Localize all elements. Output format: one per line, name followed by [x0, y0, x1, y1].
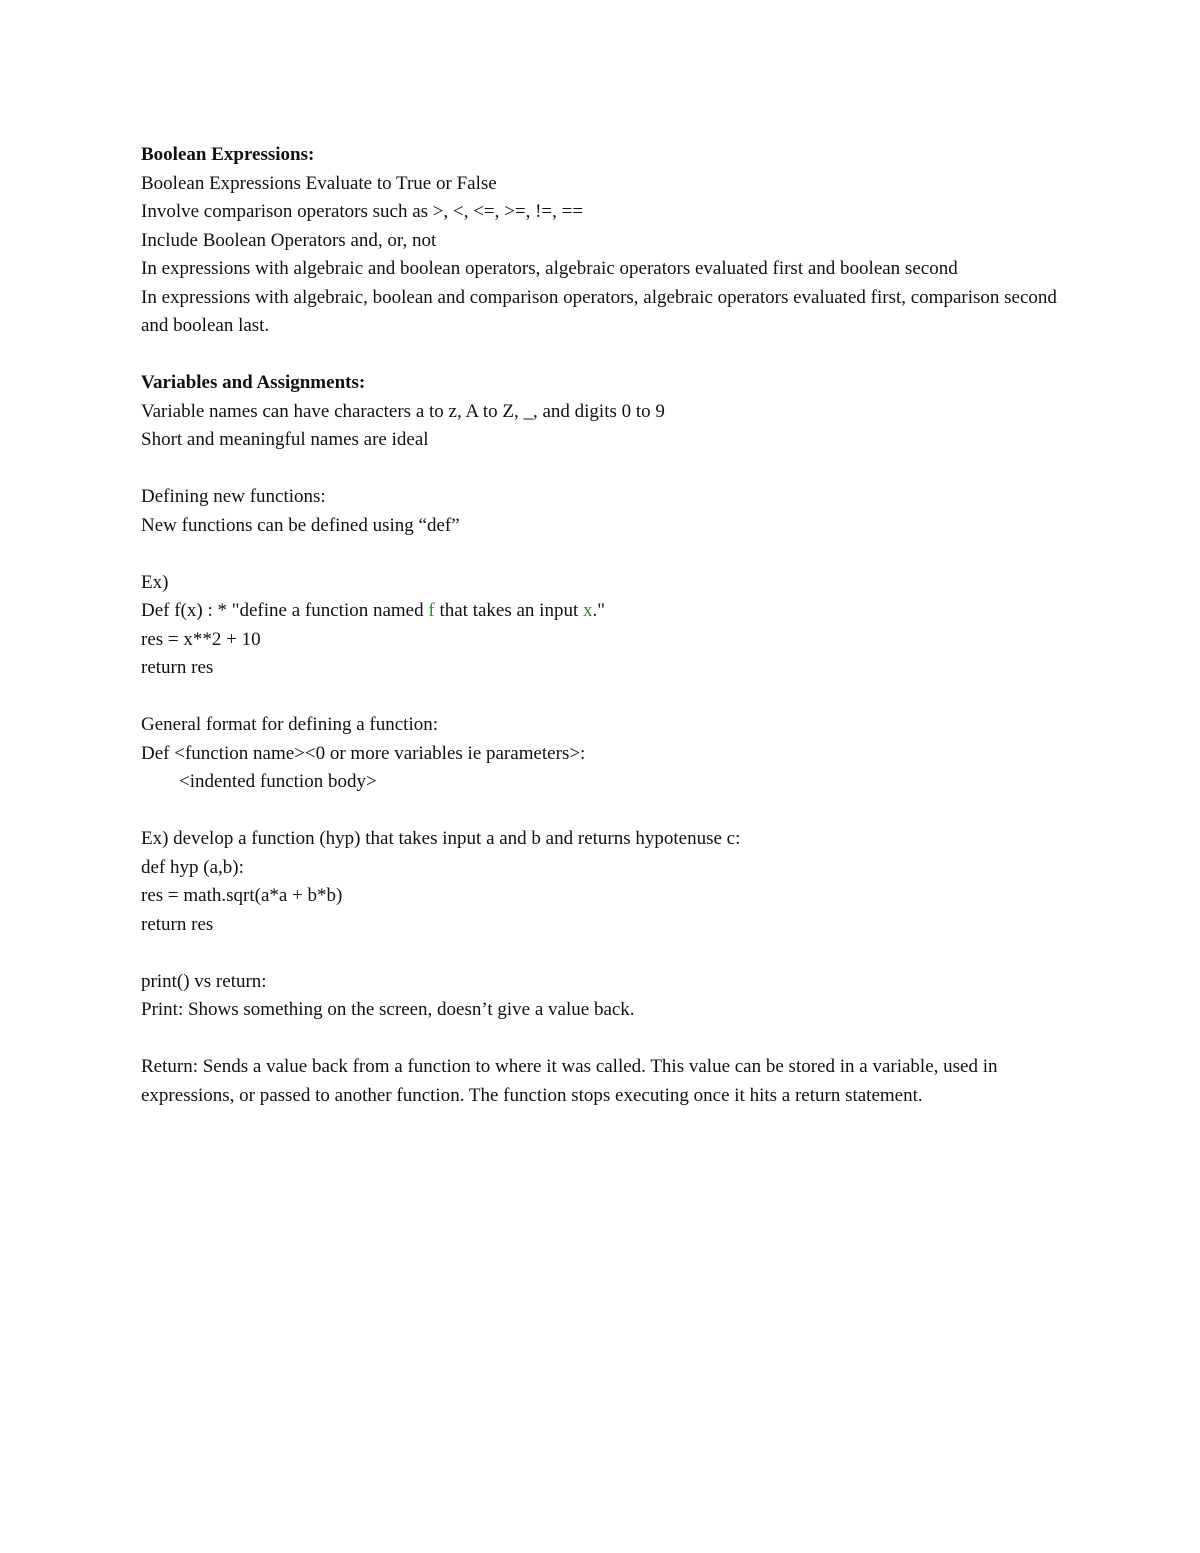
spacer — [141, 455, 1061, 484]
boolean-line-1: Boolean Expressions Evaluate to True or False — [141, 172, 497, 194]
spacer — [141, 540, 1061, 569]
boolean-line-4: In expressions with algebraic and boolean operators, algebraic operators evaluated first and boolean second — [141, 258, 958, 279]
example1-body-line-2: return res — [141, 657, 214, 678]
function-name-highlight: f — [428, 600, 435, 621]
functions-line: New functions can be defined using “def” — [141, 514, 460, 536]
variables-section-heading: Variables and Assignments: — [141, 372, 366, 393]
boolean-line-3: Include Boolean Operators and, or, not — [141, 229, 437, 251]
param-name-highlight: x — [582, 600, 593, 621]
spacer — [141, 797, 1061, 826]
example1-def-line — [141, 597, 1061, 626]
example1-label: Ex) — [141, 571, 169, 593]
spacer — [141, 1025, 1061, 1054]
example1-body-line-1: res = x**2 + 10 — [141, 628, 261, 650]
general-format-heading: General format for defining a function: — [141, 714, 439, 735]
general-format-signature: Def <function name><0 or more variables ie parameters>: — [141, 742, 586, 764]
def-middle-text: that takes an input — [434, 600, 583, 621]
variables-line-1: Variable names can have characters a to z, A to Z, _, and digits 0 to 9 — [141, 400, 665, 422]
boolean-section-heading: Boolean Expressions: — [141, 144, 315, 165]
general-format-body: <indented function body> — [179, 771, 377, 792]
example2-line-3: return res — [141, 913, 214, 935]
boolean-line-5: In expressions with algebraic, boolean and comparison operators, algebraic operators evaluated first, comparison second and boolean last. — [141, 286, 1062, 336]
spacer — [141, 683, 1061, 712]
example2-heading: Ex) develop a function (hyp) that takes input a and b and returns hypotenuse c: — [141, 828, 741, 849]
example2-line-2: res = math.sqrt(a*a + b*b) — [141, 885, 343, 906]
print-vs-return-heading: print() vs return: — [141, 970, 267, 992]
boolean-line-2: Involve comparison operators such as >, <, <=, >=, !=, == — [141, 201, 584, 222]
variables-line-2: Short and meaningful names are ideal — [141, 429, 429, 450]
functions-heading: Defining new functions: — [141, 486, 326, 507]
return-description: Return: Sends a value back from a function to where it was called. This value can be stored in a variable, used in expressions, or passed to another function. The function stops executing once it hits a return statement. — [141, 1056, 1003, 1106]
def-prefix-text: Def f(x) : * "define a function named — [141, 600, 429, 621]
document-body — [141, 141, 1061, 1110]
spacer — [141, 939, 1061, 968]
def-suffix-text: ." — [592, 600, 605, 621]
spacer — [141, 341, 1061, 370]
print-description: Print: Shows something on the screen, doesn’t give a value back. — [141, 999, 635, 1020]
example2-line-1: def hyp (a,b): — [141, 856, 244, 878]
